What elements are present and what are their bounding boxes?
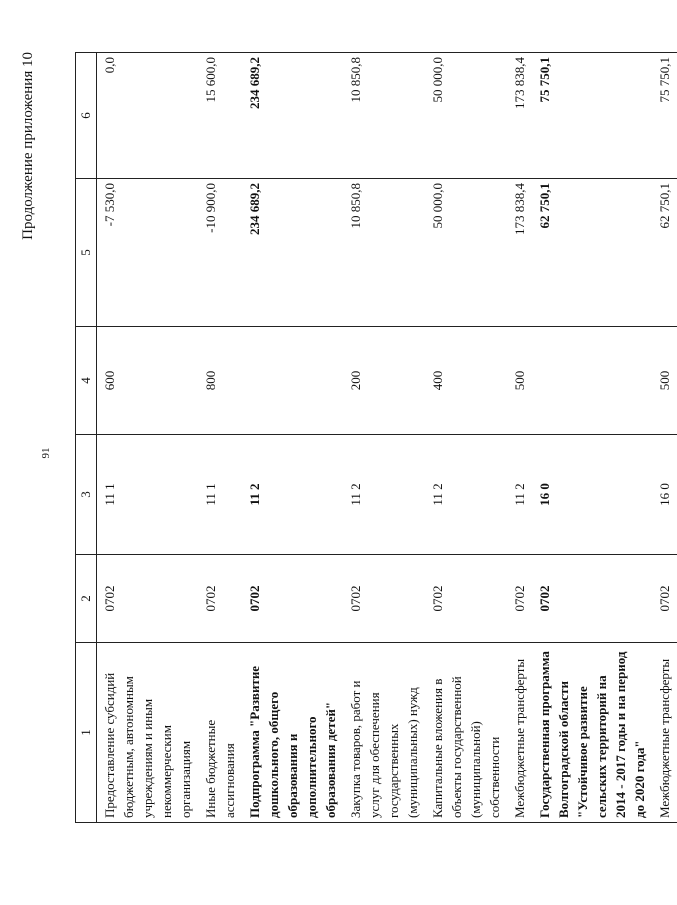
row-type: 500 xyxy=(652,327,677,435)
table-row xyxy=(343,53,425,823)
table-row xyxy=(652,53,677,823)
row-name: Подпрограмма "Развитие дошкольного, общего образования и дополнительного образования детей" xyxy=(242,643,343,823)
header-col-4: 4 xyxy=(76,327,97,435)
row-section: 0702 xyxy=(532,555,652,643)
row-col6: 234 689,2 xyxy=(242,53,343,179)
table-row xyxy=(532,53,652,823)
row-col6: 50 000,0 xyxy=(425,53,507,179)
row-col5: 234 689,2 xyxy=(242,179,343,327)
row-col6: 75 750,1 xyxy=(652,53,677,179)
row-type xyxy=(242,327,343,435)
header-col-3: 3 xyxy=(76,435,97,555)
row-col5: -7 530,0 xyxy=(97,179,199,327)
row-section: 0702 xyxy=(242,555,343,643)
row-program: 16 0 xyxy=(652,435,677,555)
row-program: 11 1 xyxy=(97,435,199,555)
table-row xyxy=(198,53,242,823)
table-row xyxy=(507,53,532,823)
row-name: Межбюджетные трансферты xyxy=(652,643,677,823)
continuation-caption: Продолжение приложения 10 xyxy=(20,52,36,240)
row-program: 11 1 xyxy=(198,435,242,555)
row-program: 11 2 xyxy=(242,435,343,555)
row-name: Закупка товаров, работ и услуг для обеспечения государственных (муниципальных) нужд xyxy=(343,643,425,823)
row-name: Межбюджетные трансферты xyxy=(507,643,532,823)
row-col6: 75 750,1 xyxy=(532,53,652,179)
row-col6: 10 850,8 xyxy=(343,53,425,179)
table-row xyxy=(97,53,199,823)
header-col-1: 1 xyxy=(76,643,97,823)
row-type: 800 xyxy=(198,327,242,435)
row-section: 0702 xyxy=(198,555,242,643)
row-section: 0702 xyxy=(343,555,425,643)
header-col-2: 2 xyxy=(76,555,97,643)
row-name: Предоставление субсидий бюджетным, автономным учреждениям и иным некоммерческим организациям xyxy=(97,643,199,823)
row-type: 600 xyxy=(97,327,199,435)
row-col5: -10 900,0 xyxy=(198,179,242,327)
row-program: 11 2 xyxy=(343,435,425,555)
row-program: 16 0 xyxy=(532,435,652,555)
row-section: 0702 xyxy=(425,555,507,643)
table-header-row xyxy=(76,53,97,823)
row-section: 0702 xyxy=(97,555,199,643)
row-col5: 62 750,1 xyxy=(652,179,677,327)
row-type: 500 xyxy=(507,327,532,435)
table-row xyxy=(425,53,507,823)
table-row xyxy=(242,53,343,823)
row-col5: 173 838,4 xyxy=(507,179,532,327)
row-col6: 0,0 xyxy=(97,53,199,179)
row-name: Капитальные вложения в объекты государственной (муниципальной) собственности xyxy=(425,643,507,823)
row-program: 11 2 xyxy=(507,435,532,555)
row-col5: 10 850,8 xyxy=(343,179,425,327)
row-section: 0702 xyxy=(652,555,677,643)
row-name: Государственная программа Волгоградской области "Устойчивое развитие сельских территорий на 2014 - 2017 годы и на период до 2020 года" xyxy=(532,643,652,823)
row-col6: 173 838,4 xyxy=(507,53,532,179)
row-name: Иные бюджетные ассигнования xyxy=(198,643,242,823)
budget-table xyxy=(75,52,677,823)
row-type: 200 xyxy=(343,327,425,435)
row-col5: 50 000,0 xyxy=(425,179,507,327)
row-type: 400 xyxy=(425,327,507,435)
row-program: 11 2 xyxy=(425,435,507,555)
row-col6: 15 600,0 xyxy=(198,53,242,179)
page-number: 91 xyxy=(40,447,52,459)
header-col-5: 5 xyxy=(76,179,97,327)
header-col-6: 6 xyxy=(76,53,97,179)
row-col5: 62 750,1 xyxy=(532,179,652,327)
row-section: 0702 xyxy=(507,555,532,643)
row-type xyxy=(532,327,652,435)
